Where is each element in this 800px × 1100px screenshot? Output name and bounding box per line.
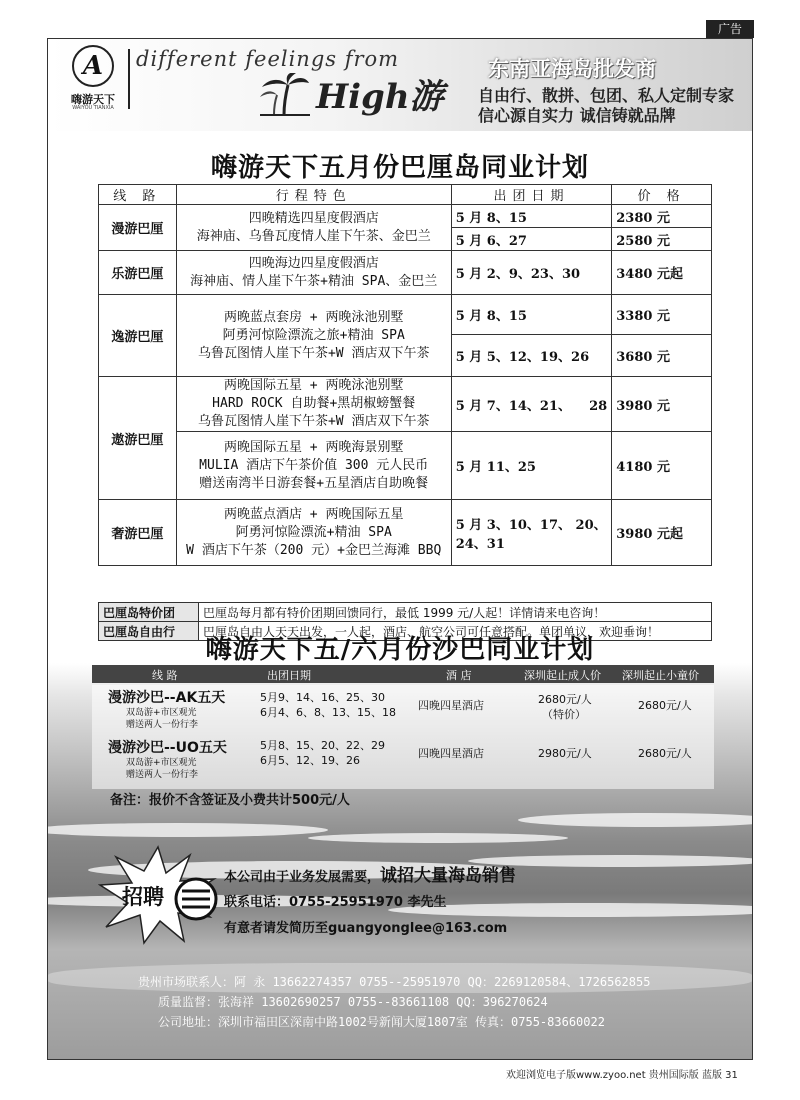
- recruit-headline-b: 诚招大量海岛销售: [380, 866, 517, 886]
- table-row: [99, 432, 712, 500]
- contact-address: 公司地址：深圳市福田区深南中路1002号新闻大厦1807室 传真：0755-83660022: [158, 1015, 605, 1029]
- departure-dates: 5 月 2、9、23、30: [451, 251, 612, 295]
- advertisement-page: [47, 38, 753, 1060]
- child-price: 2680元/人: [638, 699, 692, 712]
- company-logo: [62, 45, 124, 111]
- departure-dates: 5 月 8、15: [451, 205, 612, 228]
- departure-dates: 5月8、15、20、22、29: [260, 739, 385, 752]
- col-header-price: 价 格: [612, 185, 712, 205]
- col-header-route: 线 路: [152, 669, 178, 682]
- route-features: 四晚海边四星度假酒店 海神庙、情人崖下午茶+精油 SPA、金巴兰: [176, 251, 451, 295]
- departure-dates: 5 月 8、15: [451, 295, 612, 335]
- free-travel-label: 巴厘岛自由行: [99, 622, 199, 641]
- price: 3380 元: [612, 295, 712, 335]
- col-header-features: 行程特色: [176, 185, 451, 205]
- departure-dates: 5 月 3、10、17、 20、 24、31: [451, 500, 612, 566]
- adult-price: 2980元/人: [538, 747, 592, 760]
- col-header-dates: 出团日期: [267, 669, 311, 682]
- departure-dates: 5 月 7、14、21、 28: [451, 377, 612, 432]
- departure-dates: 5 月 5、12、19、26: [451, 335, 612, 377]
- route-features: 两晚国际五星 + 两晚海景别墅 MULIA 酒店下午茶价值 300 元人民币 赠送南湾半日游套餐+五星酒店自助晚餐: [176, 432, 451, 500]
- price: 2380 元: [612, 205, 712, 228]
- departure-dates: 6月5、12、19、26: [260, 754, 360, 767]
- logo-name: 嗨游天下: [71, 93, 115, 106]
- col-header-child-price: 深圳起止小童价: [622, 669, 699, 682]
- recruit-headline: [224, 861, 516, 886]
- special-offer-label: 巴厘岛特价团: [99, 603, 199, 622]
- wave-decoration: [518, 813, 753, 827]
- route-name: 漫游沙巴--UO五天: [108, 740, 227, 756]
- wave-decoration: [47, 823, 328, 837]
- table-header-row: [99, 185, 712, 205]
- route-name: 遨游巴厘: [99, 377, 177, 500]
- table-row: [99, 377, 712, 432]
- special-offer-text: 巴厘岛每月都有特价团期回馈同行，最低 1999 元/人起！详情请来电咨询！: [199, 603, 712, 622]
- logo-mark-icon: A: [72, 45, 114, 87]
- route-name: 漫游巴厘: [99, 205, 177, 251]
- col-header-route: 线 路: [99, 185, 177, 205]
- route-features: 四晚精选四星度假酒店 海神庙、乌鲁瓦度情人崖下午茶、金巴兰: [176, 205, 451, 251]
- route-sub: 赠送两人一份行李: [126, 720, 199, 730]
- contact-guizhou: 贵州市场联系人：阿 永 13662274357 0755--25951970 QQ：2269120584、1726562855: [138, 975, 651, 989]
- child-price: 2680元/人: [638, 747, 692, 760]
- header-slogan-main: 东南亚海岛批发商: [488, 57, 656, 81]
- adult-price-note: （特价）: [542, 708, 586, 721]
- route-sub: 双岛游+市区观光: [126, 708, 197, 718]
- route-features: 两晚国际五星 + 两晚泳池别墅 HARD ROCK 自助餐+黑胡椒螃蟹餐 乌鲁瓦图情人崖下午茶+W 酒店双下午茶: [176, 377, 451, 432]
- price: 2580 元: [612, 228, 712, 251]
- route-sub: 赠送两人一份行李: [126, 770, 199, 780]
- route-name: 逸游巴厘: [99, 295, 177, 377]
- table-row: [99, 251, 712, 295]
- header-divider: [128, 49, 130, 109]
- price: 3980 元: [612, 377, 712, 432]
- contact-quality: 质量监督：张海祥 13602690257 0755--83661108 QQ：396270624: [158, 995, 548, 1009]
- table-row: [99, 295, 712, 335]
- recruit-headline-a: 本公司由于业务发展需要，: [224, 870, 381, 885]
- col-header-adult-price: 深圳起止成人价: [524, 669, 601, 682]
- sabah-note: 备注：报价不含签证及小费共计500元/人: [110, 793, 350, 808]
- recruit-email: 有意者请发简历至guangyonglee@163.com: [224, 921, 508, 936]
- bali-plan-table: [98, 184, 712, 566]
- hotel: 四晚四星酒店: [418, 699, 484, 712]
- sabah-plan-title: 嗨游天下五/六月份沙巴同业计划: [205, 635, 595, 665]
- brand-logo-text: High游: [316, 77, 444, 117]
- table-row: [99, 205, 712, 228]
- header-slogan-trust: 信心源自实力 诚信铸就品牌: [478, 106, 676, 125]
- price: 4180 元: [612, 432, 712, 500]
- header-banner: [48, 39, 752, 131]
- route-features: 两晚蓝点套房 + 两晚泳池别墅 阿勇河惊险漂流之旅+精油 SPA 乌鲁瓦图情人崖下午茶+W 酒店双下午茶: [176, 295, 451, 377]
- route-name: 乐游巴厘: [99, 251, 177, 295]
- price: 3680 元: [612, 335, 712, 377]
- sabah-table-header: [92, 665, 714, 683]
- route-features: 两晚蓝点酒店 + 两晚国际五星 阿勇河惊险漂流+精油 SPA W 酒店下午茶（200 元）+金巴兰海滩 BBQ: [176, 500, 451, 566]
- route-sub: 双岛游+市区观光: [126, 758, 197, 768]
- departure-dates: 5 月 6、27: [451, 228, 612, 251]
- free-travel-text: 巴厘岛自由人天天出发，一人起，酒店、航空公司可任意搭配。单团单议，欢迎垂询！: [199, 622, 712, 641]
- route-name: 漫游沙巴--AK五天: [108, 690, 226, 706]
- departure-dates: 5 月 11、25: [451, 432, 612, 500]
- table-row: [99, 603, 712, 622]
- bali-plan-title: 嗨游天下五月份巴厘岛同业计划: [210, 153, 589, 183]
- header-tagline: different feelings from: [136, 47, 400, 71]
- adult-price: 2680元/人: [538, 693, 592, 706]
- recruit-badge: 招聘: [122, 885, 164, 909]
- header-slogan-services: 自由行、散拼、包团、私人定制专家: [478, 86, 735, 105]
- route-name: 奢游巴厘: [99, 500, 177, 566]
- col-header-dates: 出团日期: [451, 185, 612, 205]
- sabah-table-body: [92, 685, 714, 789]
- hotel: 四晚四星酒店: [418, 747, 484, 760]
- departure-dates: 5月9、14、16、25、30: [260, 691, 385, 704]
- price: 3480 元起: [612, 251, 712, 295]
- ad-tag: 广告: [706, 20, 754, 38]
- page-footer: 欢迎浏览电子版www.zyoo.net 贵州国际版 蓝版 31: [506, 1070, 738, 1081]
- departure-dates: 6月4、6、8、13、15、18: [260, 706, 396, 719]
- logo-subtitle: WAIYOU TIANXIA: [72, 105, 114, 111]
- wave-decoration: [308, 833, 568, 843]
- price: 3980 元起: [612, 500, 712, 566]
- col-header-hotel: 酒 店: [446, 669, 472, 682]
- recruit-phone: 联系电话：0755-25951970 李先生: [224, 895, 447, 910]
- table-row: [99, 500, 712, 566]
- palm-tree-icon: [260, 73, 310, 117]
